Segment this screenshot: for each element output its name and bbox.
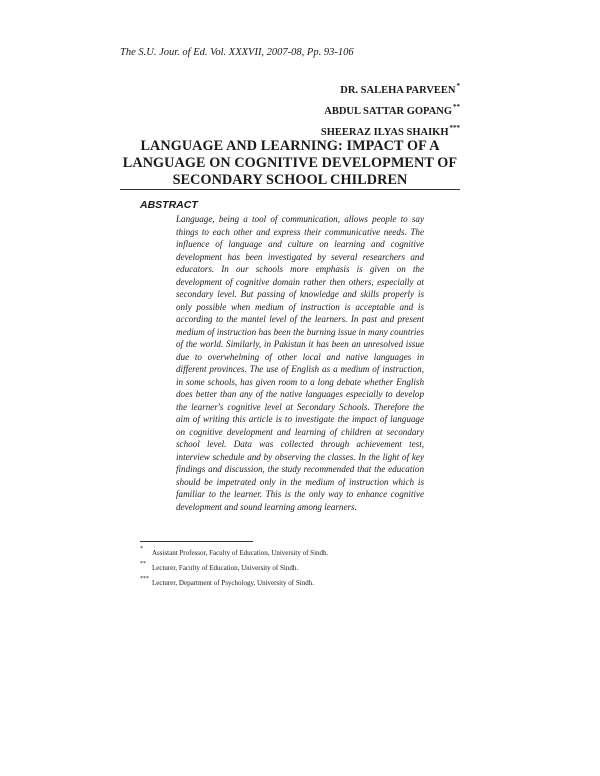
footnote-3: *** Lecturer, Department of Psychology, University of Sindh. <box>140 576 314 587</box>
author-list <box>321 78 460 141</box>
author-3: SHEERAZ ILYAS SHAIKH*** <box>320 124 460 138</box>
abstract-heading: ABSTRACT <box>140 199 198 211</box>
footnote-1: * Assistant Professor, Faculty of Education, University of Sindh. <box>140 546 329 557</box>
title-divider <box>120 189 460 190</box>
author-1: DR. SALEHA PARVEEN* <box>340 82 460 96</box>
footnote-mark: ** <box>453 103 460 111</box>
author-2: ABDUL SATTAR GOPANG** <box>324 103 460 117</box>
footnote-2: ** Lecturer, Faculty of Education, University of Sindh. <box>140 561 299 572</box>
footnotes <box>140 546 328 591</box>
paper-title: LANGUAGE AND LEARNING: IMPACT OF A LANGUAGE ON COGNITIVE DEVELOPMENT OF SECONDARY SCHOOL CHILDREN <box>122 138 458 188</box>
footnote-divider <box>140 541 253 542</box>
journal-reference: The S.U. Jour. of Ed. Vol. XXXVII, 2007-08, Pp. 93-106 <box>120 47 354 58</box>
footnote-mark: * <box>456 82 460 90</box>
abstract-body: Language, being a tool of communication, allows people to say things to each other and express their communicative needs. The influence of language and culture on learning and cognitive development has been investigated by several researchers and educators. In our schools more emphasis is given on the development of cognitive domain rather then others, especially at secondary level. But passing of knowledge and skills properly is only possible when medium of instruction is acceptable and is according to the mantel level of the learners. In past and present medium of instruction has been the burning issue in many countries of the world. Similarly, in Pakistan it has been an unresolved issue due to overwhelming of other local and native languages in different provinces. The use of English as a medium of instruction, in some schools, has given room to a long debate whether English does better than any of the native languages especially to develop the learner's cognitive level at Secondary Schools. Therefore the aim of writing this article is to investigate the impact of language on cognitive development and learning of children at secondary school level. Data was collected through achievement test, interview schedule and by observing the classes. In the light of key findings and discussion, the study recommended that the education should be impetrated only in the medium of instruction which is familiar to the learner. This is the only way to enhance cognitive development and sound learning among learners. <box>176 214 424 512</box>
footnote-mark: *** <box>449 124 460 132</box>
